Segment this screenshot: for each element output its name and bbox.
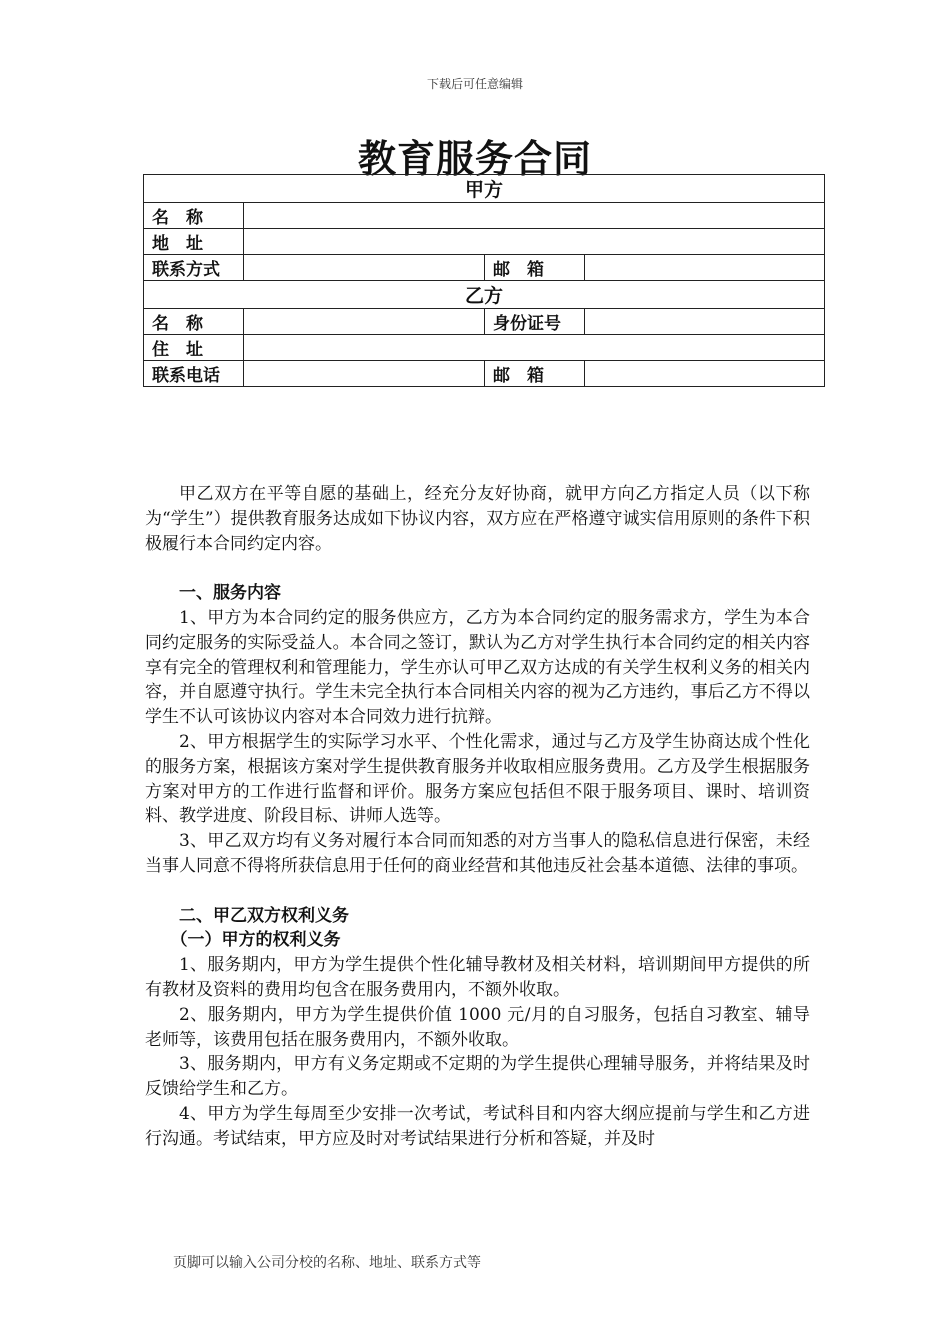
section-2-clause-4: 4、甲方为学生每周至少安排一次考试，考试科目和内容大纲应提前与学生和乙方进行沟通。考试结束，甲方应及时对考试结果进行分析和答疑，并及时 — [145, 1103, 810, 1149]
document-title: 教育服务合同 — [357, 137, 592, 181]
section-2-clause-1: 1、服务期内，甲方为学生提供个性化辅导教材及相关材料，培训期间甲方提供的所有教材及资料的费用均包含在服务费用内，不额外收取。 — [145, 955, 810, 1000]
party-a-contact-field[interactable] — [244, 255, 485, 281]
section-2-heading: 二、甲乙双方权利义务 — [179, 905, 349, 926]
party-b-phone-label: 联系电话 — [144, 361, 244, 387]
page-footer: 页脚可以输入公司分校的名称、地址、联系方式等 — [173, 1255, 481, 1271]
section-2-clause-2: 2、服务期内，甲方为学生提供价值 1000 元/月的自习服务，包括自习教室、辅导老师等，该费用包括在服务费用内，不额外收取。 — [145, 1004, 810, 1050]
party-a-email-label: 邮 箱 — [485, 255, 585, 281]
party-b-id-label: 身份证号 — [485, 309, 585, 335]
party-b-id-field[interactable] — [585, 309, 825, 335]
section-1-clause-1: 1、甲方为本合同约定的服务供应方，乙方为本合同约定的服务需求方，学生为本合同约定服务的实际受益人。本合同之签订，默认为乙方对学生执行本合同约定的相关内容享有完全的管理权利和管理能力，学生亦认可甲乙双方达成的有关学生权利义务的相关内容，并自愿遵守执行。学生未完全执行本合同相关内容的视为乙方违约，事后乙方不得以学生不认可该协议内容对本合同效力进行抗辩。 — [145, 607, 810, 728]
section-2-subheading: （一）甲方的权利义务 — [170, 930, 341, 951]
party-b-phone-field[interactable] — [244, 361, 485, 387]
party-a-name-label: 名 称 — [144, 203, 244, 229]
section-1-clause-3: 3、甲乙双方均有义务对履行本合同而知悉的对方当事人的隐私信息进行保密，未经当事人同意不得将所获信息用于任何的商业经营和其他违反社会基本道德、法律的事项。 — [145, 831, 810, 876]
party-a-heading: 甲方 — [144, 175, 825, 203]
contract-body — [145, 482, 810, 1152]
party-b-email-field[interactable] — [585, 361, 825, 387]
party-b-heading: 乙方 — [144, 281, 825, 309]
party-b-email-label: 邮 箱 — [485, 361, 585, 387]
party-a-email-field[interactable] — [585, 255, 825, 281]
party-b-name-field[interactable] — [244, 309, 485, 335]
header-note: 下载后可任意编辑 — [426, 77, 523, 91]
intro-paragraph: 甲乙双方在平等自愿的基础上，经充分友好协商，就甲方向乙方指定人员（以下称为“学生”）提供教育服务达成如下协议内容，双方应在严格遵守诚实信用原则的条件下积极履行本合同约定内容。 — [145, 484, 810, 554]
party-a-address-label: 地 址 — [144, 229, 244, 255]
party-info-table — [143, 174, 825, 387]
section-1-clause-2: 2、甲方根据学生的实际学习水平、个性化需求，通过与乙方及学生协商达成个性化的服务方案，根据该方案对学生提供教育服务并收取相应服务费用。乙方及学生根据服务方案对甲方的工作进行监督和评价。服务方案应包括但不限于服务项目、课时、培训资料、教学进度、阶段目标、讲师人选等。 — [145, 731, 810, 827]
party-b-name-label: 名 称 — [144, 309, 244, 335]
party-a-address-field[interactable] — [244, 229, 825, 255]
section-2-clause-3: 3、服务期内，甲方有义务定期或不定期的为学生提供心理辅导服务，并将结果及时反馈给学生和乙方。 — [145, 1054, 810, 1100]
section-1-heading: 一、服务内容 — [179, 583, 281, 604]
party-a-name-field[interactable] — [244, 203, 825, 229]
party-a-contact-label: 联系方式 — [144, 255, 244, 281]
party-b-address-label: 住 址 — [144, 335, 244, 361]
party-b-address-field[interactable] — [244, 335, 825, 361]
